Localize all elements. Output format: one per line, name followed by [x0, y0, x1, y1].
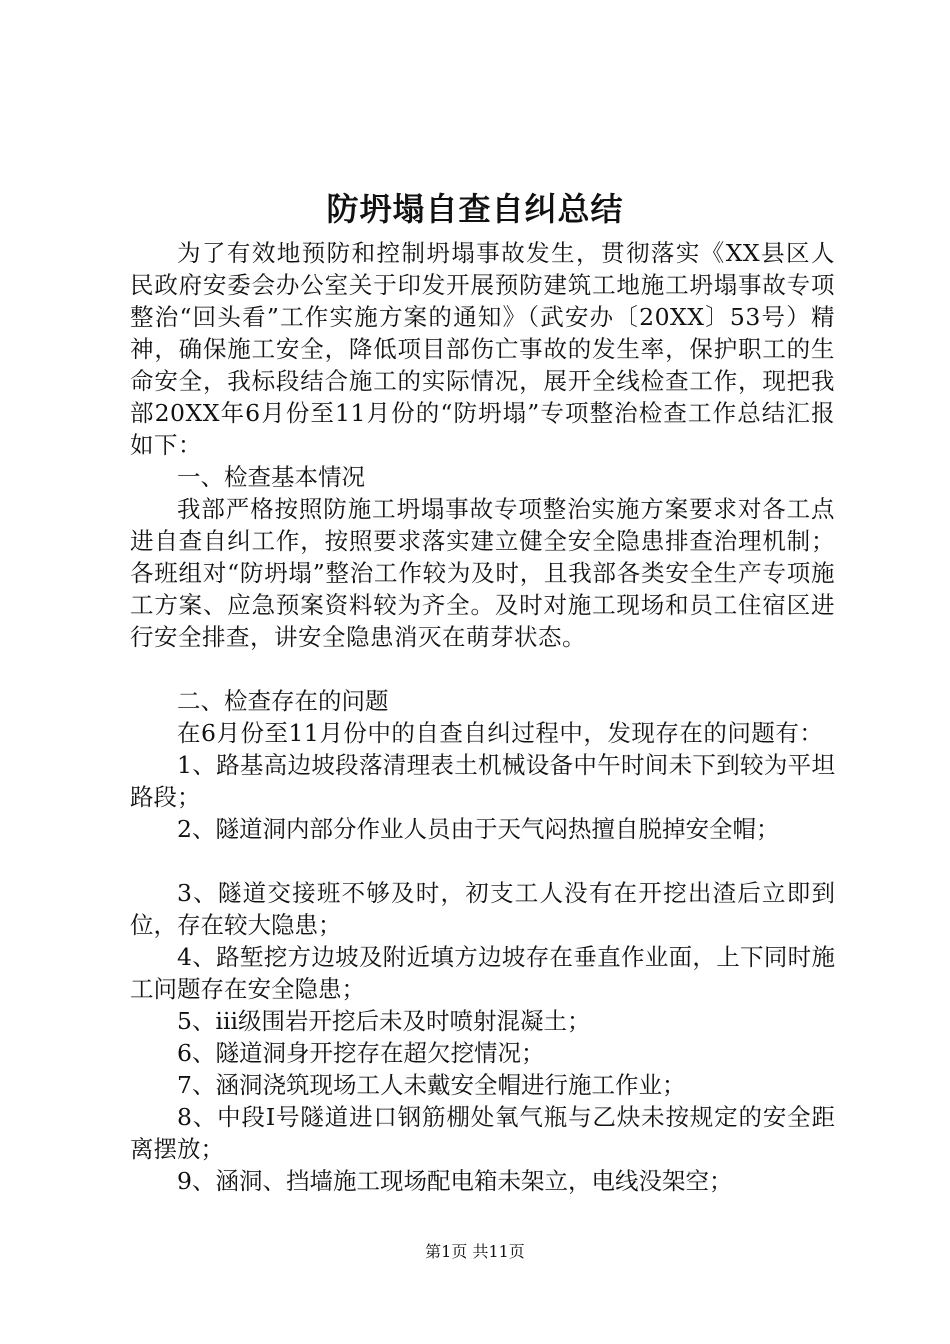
issue-item-3: 3、隧道交接班不够及时，初支工人没有在开挖出渣后立即到位，存在较大隐患； [130, 879, 835, 939]
issue-item-2: 2、隧道洞内部分作业人员由于天气闷热擅自脱掉安全帽； [177, 815, 780, 843]
section-1-heading: 一、检查基本情况 [177, 463, 365, 491]
document-title: 防坍塌自查自纠总结 [326, 190, 624, 228]
issue-item-5: 5、iii级围岩开挖后未及时喷射混凝土； [177, 1007, 591, 1035]
page-number-footer: 第1页 共11页 [425, 1242, 525, 1261]
section-1-paragraph: 我部严格按照防施工坍塌事故专项整治实施方案要求对各工点进自查自纠工作，按照要求落实建立健全安全隐患排查治理机制；各班组对“防坍塌”整治工作较为及时，且我部各类安全生产专项施工方案、应急预案资料较为齐全。及时对施工现场和员工住宿区进行安全排查，讲安全隐患消灭在萌芽状态。 [130, 495, 835, 651]
intro-paragraph: 为了有效地预防和控制坍塌事故发生，贯彻落实《XX县区人民政府安委会办公室关于印发开展预防建筑工地施工坍塌事故专项整治“回头看”工作实施方案的通知》（武安办〔20XX〕53号）精神，确保施工安全，降低项目部伤亡事故的发生率，保护职工的生命安全，我标段结合施工的实际情况，展开全线检查工作，现把我部20XX年6月份至11月份的“防坍塌”专项整治检查工作总结汇报如下： [130, 239, 835, 459]
issue-item-9: 9、涵洞、挡墙施工现场配电箱未架立，电线没架空； [177, 1167, 733, 1195]
document-body [130, 237, 835, 1197]
issue-item-4: 4、路堑挖方边坡及附近填方边坡存在垂直作业面，上下同时施工问题存在安全隐患； [130, 943, 835, 1003]
issue-item-1: 1、路基高边坡段落清理表土机械设备中午时间未下到较为平坦路段； [130, 751, 835, 811]
section-2-heading: 二、检查存在的问题 [177, 687, 389, 715]
section-2-intro: 在6月份至11月份中的自查自纠过程中，发现存在的问题有： [177, 719, 824, 747]
issue-item-7: 7、涵洞浇筑现场工人未戴安全帽进行施工作业； [177, 1071, 686, 1099]
issue-item-8: 8、中段Ⅰ号隧道进口钢筋棚处氧气瓶与乙炔未按规定的安全距离摆放； [130, 1103, 835, 1163]
issue-item-6: 6、隧道洞身开挖存在超欠挖情况； [177, 1039, 545, 1067]
